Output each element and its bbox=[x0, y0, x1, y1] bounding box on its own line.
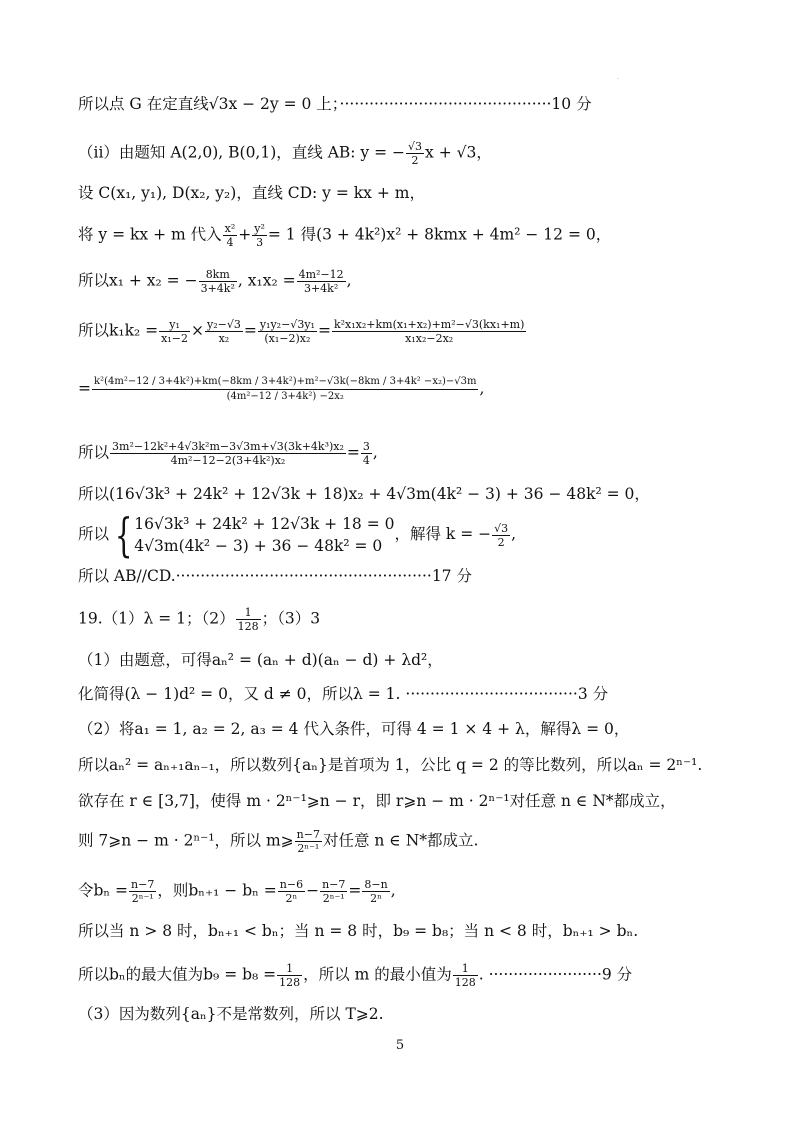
equation-system: 16√3k³ + 24k² + 12√3k + 18 = 0 4√3m(4k² − 3) + 36 − 48k² = 0 bbox=[134, 515, 395, 555]
line-3: 设 C(x₁, y₁), D(x₂, y₂)，直线 CD: y = kx + m， bbox=[78, 184, 425, 202]
line-22: （3）因为数列{aₙ}不是常数列，所以 T⩾2. bbox=[78, 1005, 384, 1023]
line-7: = k²(4m²−12 / 3+4k²)+km(−8km / 3+4k²)+m²−√3k(−8km / 3+4k² −x₂)−√3m (4m²−12 / 3+4k²) −2x₂ , bbox=[78, 376, 485, 402]
line-21: 所以bₙ的最大值为b₉ = b₈ = $\frac{1}{128}$ ，所以 m 的最小值为 $\frac{1}{128}$ . ·······················9 分 bbox=[78, 962, 633, 989]
line-17: 欲存在 r ∈ [3,7]，使得 m · 2ⁿ⁻¹⩾n − r，即 r⩾n − m · 2ⁿ⁻¹对任意 n ∈ N*都成立， bbox=[78, 792, 676, 810]
page-number: 5 bbox=[395, 1038, 405, 1053]
line-14: 化简得(λ − 1)d² = 0，又 d ≠ 0，所以λ = 1. ···································3 分 bbox=[78, 685, 609, 703]
line-16: 所以aₙ² = aₙ₊₁aₙ₋₁，所以数列{aₙ}是首项为 1，公比 q = 2 的等比数列，所以aₙ = 2ⁿ⁻¹. bbox=[78, 756, 703, 774]
line-5: 所以x₁ + x₂ = − $\frac{8km}{\text{3+4k²}}$ , x₁x₂ = $\frac{\text{4m²−12}}{\text{3+4k²}}$ , bbox=[78, 268, 352, 295]
line-9: 所以(16√3k³ + 24k² + 12√3k + 18)x₂ + 4√3m(4k² − 3) + 36 − 48k² = 0， bbox=[78, 485, 650, 503]
line-12: 19.（1）λ = 1；（2） $\frac{1}{128}$ ；（3）3 bbox=[78, 606, 321, 633]
line-15: （2）将a₁ = 1, a₂ = 2, a₃ = 4 代入条件，可得 4 = 1 × 4 + λ，解得λ = 0， bbox=[78, 720, 630, 738]
line-11: 所以 AB//CD.····················································17 分 bbox=[78, 567, 472, 585]
line-4: 将 y = kx + m 代入 $\frac{\text{x²}}{4}$ + $\frac{\text{y²}}{3}$ = 1 得(3 + 4k²)x² + 8kmx + 4m² − 12 = 0， bbox=[78, 222, 612, 249]
left-brace-icon: { bbox=[114, 508, 133, 562]
line-2: （ii）由题知 A(2,0), B(0,1)，直线 AB: y = − $\frac{√3}{2}$ x + √3， bbox=[78, 140, 492, 167]
line-19: 令bₙ = $\frac{n-7}{\text{2ⁿ⁻¹}}$ ，则bₙ₊₁ − bₙ = $\frac{n-6}{\text{2ⁿ}}$ − $\frac{n-7}{\text{2ⁿ⁻¹}}$ = $\frac{8-n}{\text{2ⁿ}}$ , bbox=[78, 878, 396, 905]
line-6: 所以k₁k₂ = $\frac{\text{y₁}}{\text{x₁−2}}$ × $\frac{\text{y₂−√3}}{\text{x₂}}$ = $\frac{\text{y₁y₂−√3y₁}}{\text{(x₁−2)x₂}}$ = $\frac{\text{k²x₁x₂+km(x₁+x₂)+m²−√3(kx₁+m)}}{\text{x₁x₂−2x₂}}$ bbox=[78, 318, 525, 345]
line-8: 所以 $\frac{\text{3m²−12k²+4√3k²m−3√3m+√3(3k+4k³)x₂}}{\text{4m²−12−2(3+4k²)x₂}}$ = $\frac{3}{4}$ , bbox=[78, 440, 378, 467]
line-20: 所以当 n > 8 时，bₙ₊₁ < bₙ；当 n = 8 时，b₉ = b₈；当 n < 8 时，bₙ₊₁ > bₙ. bbox=[78, 922, 639, 940]
line-13: （1）由题意，可得aₙ² = (aₙ + d)(aₙ − d) + λd²， bbox=[78, 651, 443, 669]
speck-mark: · bbox=[617, 76, 619, 83]
line-1: 所以点 G 在定直线√3x − 2y = 0 上；···········································10 分 bbox=[78, 95, 592, 113]
line-10: 所以 { 16√3k³ + 24k² + 12√3k + 18 = 0 4√3m(4k² − 3) + 36 − 48k² = 0 ，解得 k = − $\frac{√3}{2}$ , bbox=[78, 508, 517, 562]
line-18: 则 7⩾n − m · 2ⁿ⁻¹，所以 m⩾ $\frac{n-7}{\text{2ⁿ⁻¹}}$ 对任意 n ∈ N*都成立. bbox=[78, 828, 479, 855]
